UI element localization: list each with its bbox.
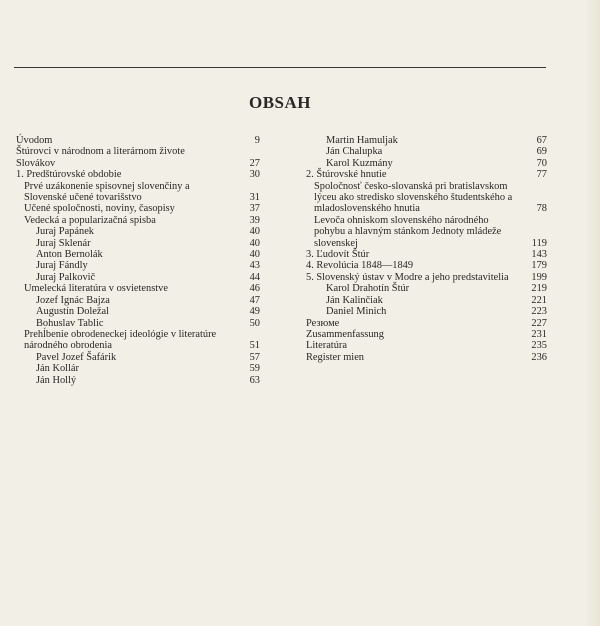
toc-entry-title: Juraj Fándly (36, 260, 88, 272)
toc-entry-title: Jozef Ignác Bajza (36, 294, 110, 306)
top-rule (14, 67, 546, 68)
toc-entry-title: Vedecká a popularizačná spisba (24, 214, 156, 226)
toc-entry (306, 169, 547, 180)
page-title: OBSAH (248, 93, 312, 112)
toc-entry-title: Spoločnosť česko-slovanská pri bratislavskom lýceu ako stredisko slovenského študentského a mladoslovenského hnutia (314, 180, 513, 215)
toc-entry-title: Bohuslav Tablic (36, 317, 104, 329)
toc-entry-page: 39 (249, 214, 260, 226)
toc-entry (16, 146, 260, 169)
toc-entry (306, 272, 547, 283)
toc-entry-page: 30 (249, 169, 260, 181)
toc-entry-page: 69 (536, 146, 547, 158)
toc-entry (306, 306, 547, 317)
toc-entry-title: Levoča ohniskom slovenského národného pohybu a hlavným stánkom Jednoty mládeže slovenskej (314, 214, 502, 249)
toc-entry-page: 37 (249, 203, 260, 215)
toc-entry (306, 295, 547, 306)
toc-entry-title: Karol Kuzmány (326, 157, 393, 169)
toc-entry (16, 295, 260, 306)
toc-entry-page: 235 (531, 340, 547, 352)
toc-entry-title: 1. Predštúrovské obdobie (16, 169, 122, 181)
toc-entry (16, 329, 260, 352)
toc-entry (16, 283, 260, 294)
toc-entry-title: 3. Ľudovít Štúr (306, 249, 370, 261)
toc-entry (16, 352, 260, 363)
toc-entry (306, 215, 547, 249)
toc-entry-title: Anton Bernolák (36, 249, 103, 261)
toc-entry (16, 306, 260, 317)
toc-entry-title: 2. Štúrovské hnutie (306, 169, 387, 181)
toc-entry-page: 43 (249, 260, 260, 272)
toc-entry-title: Ján Hollý (36, 374, 77, 386)
toc-entry (16, 272, 260, 283)
toc-entry-page: 51 (249, 340, 260, 352)
toc-entry (16, 135, 260, 146)
toc-entry-page: 40 (249, 226, 260, 238)
toc-entry-title: Juraj Sklenár (36, 237, 91, 249)
toc-entry-title: Ján Kalinčiak (326, 294, 383, 306)
toc-entry-title: 4. Revolúcia 1848—1849 (306, 260, 414, 272)
toc-entry-page: 50 (249, 317, 260, 329)
toc-entry-page: 179 (531, 260, 547, 272)
toc-entry-title: Daniel Minich (326, 306, 387, 318)
toc-entry-page: 70 (536, 157, 547, 169)
toc-entry-page: 63 (249, 374, 260, 386)
toc-entry-title: Ján Chalupka (326, 146, 383, 158)
toc-entry-page: 199 (531, 271, 547, 283)
toc-entry-page: 59 (249, 363, 260, 375)
toc-entry-page: 77 (536, 169, 547, 181)
toc-entry (306, 329, 547, 340)
toc-entry-page: 219 (531, 283, 547, 295)
toc-entry (16, 375, 260, 386)
toc-entry (16, 215, 260, 226)
toc-entry (306, 283, 547, 294)
toc-entry-page: 31 (249, 192, 260, 204)
toc-entry (306, 181, 547, 215)
toc-entry-title: Juraj Papánek (36, 226, 94, 238)
toc-entry-title: Karol Drahotín Štúr (326, 283, 410, 295)
toc-entry-page: 78 (536, 203, 547, 215)
toc-entry (306, 249, 547, 260)
toc-entry (16, 260, 260, 271)
toc-left-column (16, 135, 260, 386)
toc-entry-page: 27 (249, 157, 260, 169)
toc-entry (16, 363, 260, 374)
toc-entry-title: Umelecká literatúra v osvietenstve (24, 283, 168, 295)
toc-entry (16, 318, 260, 329)
toc-entry-title: Úvodom (16, 135, 53, 146)
toc-entry-page: 236 (531, 351, 547, 363)
toc-entry (306, 260, 547, 271)
toc-entry (306, 158, 547, 169)
toc-entry-title: Literatúra (306, 340, 347, 352)
toc-entry-title: Martin Hamuljak (326, 135, 398, 146)
toc-entry-page: 223 (531, 306, 547, 318)
toc-entry (306, 318, 547, 329)
toc-entry-title: Prehĺbenie obrodeneckej ideológie v literatúre národného obrodenia (24, 328, 217, 352)
toc-entry-page: 40 (249, 237, 260, 249)
toc-entry-title: Augustín Doležal (36, 306, 110, 318)
toc-entry-page: 57 (249, 351, 260, 363)
toc-entry (16, 238, 260, 249)
toc-entry (306, 340, 547, 351)
toc-entry (16, 203, 260, 214)
toc-entry-title: Ján Kollár (36, 363, 79, 375)
toc-right-column (306, 135, 547, 363)
toc-entry-title: 5. Slovenský ústav v Modre a jeho predstavitelia (306, 271, 509, 283)
toc-entry-page: 40 (249, 249, 260, 261)
toc-entry-title: Zusammenfassung (306, 328, 384, 340)
toc-entry-title: Štúrovci v národnom a literárnom živote Slovákov (16, 146, 185, 169)
toc-entry-title: Učené spoločnosti, noviny, časopisy (24, 203, 175, 215)
toc-entry (16, 249, 260, 260)
toc-entry-page: 119 (531, 237, 547, 249)
toc-entry-page: 221 (531, 294, 547, 306)
toc-entry-title: Juraj Palkovič (36, 271, 96, 283)
toc-entry-page: 44 (249, 271, 260, 283)
toc-entry-title: Резюме (306, 317, 340, 329)
toc-entry-page: 49 (249, 306, 260, 318)
toc-entry-page: 227 (531, 317, 547, 329)
toc-entry (16, 226, 260, 237)
toc-entry-page: 46 (249, 283, 260, 295)
toc-entry-title: Register mien (306, 351, 365, 363)
toc-entry-page: 143 (531, 249, 547, 261)
toc-entry-page: 67 (536, 135, 547, 146)
toc-entry-page: 231 (531, 328, 547, 340)
toc-entry (306, 135, 547, 146)
toc-entry (16, 169, 260, 180)
toc-entry-title: Prvé uzákonenie spisovnej slovenčiny a Slovenské učené tovarišstvo (24, 180, 190, 204)
toc-entry-page: 47 (249, 294, 260, 306)
toc-entry-title: Pavel Jozef Šafárik (36, 351, 117, 363)
toc-entry (306, 352, 547, 363)
toc-entry-page: 9 (254, 135, 260, 146)
page-edge (586, 0, 600, 626)
toc-entry (306, 146, 547, 157)
toc-entry (16, 181, 260, 204)
